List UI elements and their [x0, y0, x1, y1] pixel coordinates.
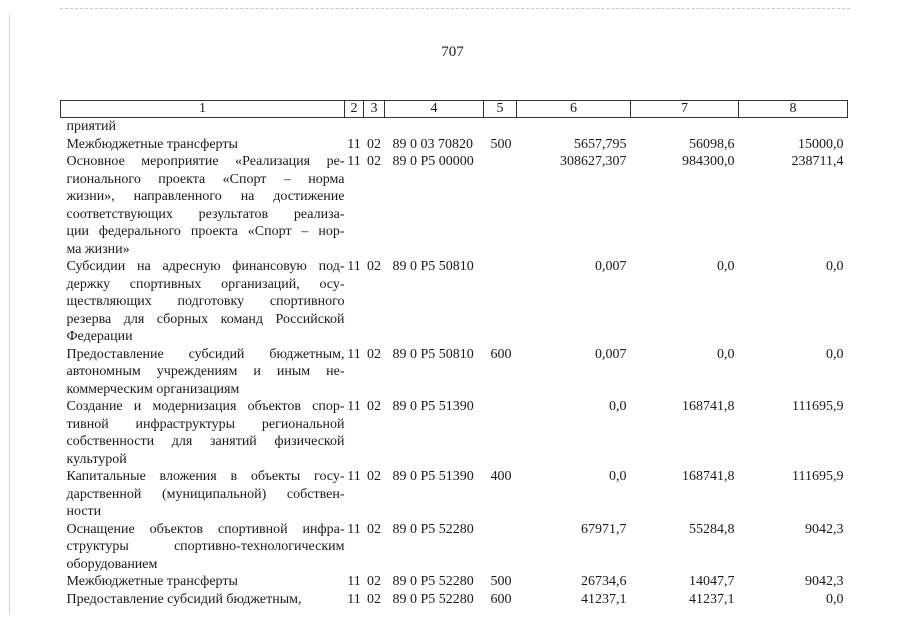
description-line: собственности для занятий физической — [66, 434, 345, 449]
table-row — [61, 573, 848, 591]
amount-col-6: 0,007 — [595, 259, 627, 274]
header-col-6: 6 — [517, 101, 631, 118]
description-line: коммерческим организациям — [66, 381, 240, 397]
subsection-code: 02 — [367, 136, 381, 152]
header-col-2: 2 — [345, 101, 364, 118]
description-line: Оснащение объектов спортивной инфра- — [66, 521, 345, 537]
description-line: ществляющих подготовку спортивного — [66, 294, 345, 309]
amount-col-7: 56098,6 — [689, 136, 735, 152]
description-line: ности — [66, 504, 102, 519]
section-code: 11 — [347, 259, 361, 274]
expense-type-code — [484, 521, 517, 574]
description-line: автономным учреждениям и иным не- — [66, 364, 345, 379]
row-description — [61, 521, 345, 574]
amount-col-7: 984300,0 — [682, 154, 735, 169]
subsection-code: 02 — [367, 521, 381, 537]
table-body — [61, 118, 848, 609]
target-article-code — [385, 118, 484, 136]
section-code: 11 — [347, 574, 361, 589]
description-line: Межбюджетные трансферты — [66, 136, 238, 152]
table-row — [61, 136, 848, 154]
section-code: 11 — [347, 399, 361, 414]
section-code: 11 — [347, 346, 361, 362]
section-code: 11 — [347, 521, 361, 537]
amount-col-8: 238711,4 — [791, 154, 844, 169]
description-line: Предоставление субсидий бюджетным, — [66, 346, 345, 362]
table-row — [61, 521, 848, 574]
amount-col-6 — [517, 118, 631, 136]
amount-col-7: 55284,8 — [689, 521, 735, 537]
target-article-code: 89 0 Р5 00000 — [392, 154, 474, 169]
header-row — [61, 101, 848, 118]
amount-col-8: 9042,3 — [805, 574, 844, 589]
description-line: культурой — [66, 451, 127, 467]
description-line: дарственной (муниципальной) собствен- — [66, 486, 345, 502]
section-code: 11 — [347, 154, 361, 169]
amount-col-6: 67971,7 — [581, 521, 627, 537]
expense-type-code — [484, 153, 517, 258]
table-row — [61, 398, 848, 468]
scan-top-edge — [60, 8, 850, 9]
description-line: резерва для сборных команд Российской — [66, 311, 345, 327]
page-number: 707 — [441, 44, 464, 60]
description-line: соответствующих результатов реализа- — [66, 206, 345, 222]
row-description — [61, 258, 345, 346]
expense-type-code: 500 — [490, 574, 512, 589]
amount-col-7: 168741,8 — [682, 399, 735, 414]
table-row — [61, 346, 848, 399]
amount-col-8: 111695,9 — [792, 399, 844, 414]
target-article-code: 89 0 Р5 52280 — [392, 591, 474, 607]
amount-col-6: 5657,795 — [574, 136, 627, 152]
description-line: Капитальные вложения в объекты госу- — [66, 469, 345, 484]
header-col-4: 4 — [385, 101, 484, 118]
target-article-code: 89 0 Р5 51390 — [392, 469, 474, 484]
amount-col-7: 41237,1 — [689, 591, 735, 607]
expense-type-code — [484, 118, 517, 136]
target-article-code: 89 0 Р5 51390 — [392, 399, 474, 414]
header-col-8: 8 — [739, 101, 848, 118]
table-row — [61, 118, 848, 136]
table-row — [61, 591, 848, 609]
row-description — [61, 573, 345, 591]
row-description — [61, 118, 345, 136]
description-line: ма жизни» — [66, 241, 130, 257]
amount-col-8: 15000,0 — [798, 136, 844, 152]
amount-col-8 — [739, 118, 848, 136]
target-article-code: 89 0 Р5 52280 — [392, 574, 474, 589]
amount-col-7: 0,0 — [717, 346, 735, 362]
amount-col-7: 168741,8 — [682, 469, 735, 484]
description-line: оборудованием — [66, 556, 158, 572]
subsection-code: 02 — [367, 469, 381, 484]
description-line: приятий — [66, 119, 117, 134]
amount-col-7 — [631, 118, 739, 136]
row-description — [61, 591, 345, 609]
header-col-7: 7 — [631, 101, 739, 118]
subsection-code: 02 — [367, 574, 381, 589]
header-col-5: 5 — [484, 101, 517, 118]
amount-col-8: 0,0 — [826, 346, 844, 362]
description-line: жизни», направленного на достижение — [66, 189, 345, 204]
description-line: Федерации — [66, 329, 133, 344]
row-description — [61, 136, 345, 154]
expense-type-code: 600 — [490, 591, 512, 607]
amount-col-8: 0,0 — [826, 591, 844, 607]
target-article-code: 89 0 Р5 52280 — [392, 521, 474, 537]
subsection-code: 02 — [367, 346, 381, 362]
description-line: Субсидии на адресную финансовую под- — [66, 259, 345, 274]
expense-type-code: 600 — [490, 346, 512, 362]
target-article-code: 89 0 Р5 50810 — [392, 259, 474, 274]
subsection-code: 02 — [367, 259, 381, 274]
description-line: Создание и модернизация объектов спор- — [66, 399, 345, 414]
row-description — [61, 153, 345, 258]
subsection-code — [364, 118, 385, 136]
expense-type-code: 400 — [490, 469, 512, 484]
table-row — [61, 468, 848, 521]
description-line: держку спортивных организаций, осу- — [66, 276, 345, 292]
row-description — [61, 346, 345, 399]
amount-col-6: 0,0 — [609, 469, 627, 484]
amount-col-8: 111695,9 — [792, 469, 844, 484]
subsection-code: 02 — [367, 399, 381, 414]
section-code: 11 — [347, 469, 361, 484]
amount-col-6: 308627,307 — [560, 154, 627, 169]
amount-col-6: 0,0 — [609, 399, 627, 414]
row-description — [61, 468, 345, 521]
table-row — [61, 153, 848, 258]
amount-col-7: 0,0 — [717, 259, 735, 274]
description-line: Основное мероприятие «Реализация ре- — [66, 154, 345, 169]
table-row — [61, 258, 848, 346]
expense-type-code: 500 — [490, 136, 512, 152]
amount-col-6: 26734,6 — [581, 574, 627, 589]
section-code: 11 — [347, 591, 361, 607]
description-line: тивной инфраструктуры региональной — [66, 416, 345, 432]
header-col-3: 3 — [364, 101, 385, 118]
description-line: ции федерального проекта «Спорт – нор- — [66, 224, 345, 239]
row-description — [61, 398, 345, 468]
description-line: Предоставление субсидий бюджетным, — [66, 591, 302, 607]
amount-col-6: 0,007 — [595, 346, 627, 362]
description-line: структуры спортивно-технологическим — [66, 539, 345, 554]
amount-col-8: 0,0 — [826, 259, 844, 274]
description-line: гионального проекта «Спорт – норма — [66, 171, 345, 187]
scan-left-edge — [9, 14, 10, 614]
target-article-code: 89 0 Р5 50810 — [392, 346, 474, 362]
description-line: Межбюджетные трансферты — [66, 574, 238, 589]
section-code: 11 — [347, 136, 361, 152]
expense-type-code — [484, 258, 517, 346]
target-article-code: 89 0 03 70820 — [392, 136, 473, 152]
subsection-code: 02 — [367, 591, 381, 607]
amount-col-7: 14047,7 — [689, 574, 735, 589]
expense-type-code — [484, 398, 517, 468]
header-col-1: 1 — [61, 101, 345, 118]
section-code — [345, 118, 364, 136]
amount-col-8: 9042,3 — [805, 521, 844, 537]
subsection-code: 02 — [367, 154, 381, 169]
amount-col-6: 41237,1 — [581, 591, 627, 607]
budget-table — [60, 100, 848, 608]
